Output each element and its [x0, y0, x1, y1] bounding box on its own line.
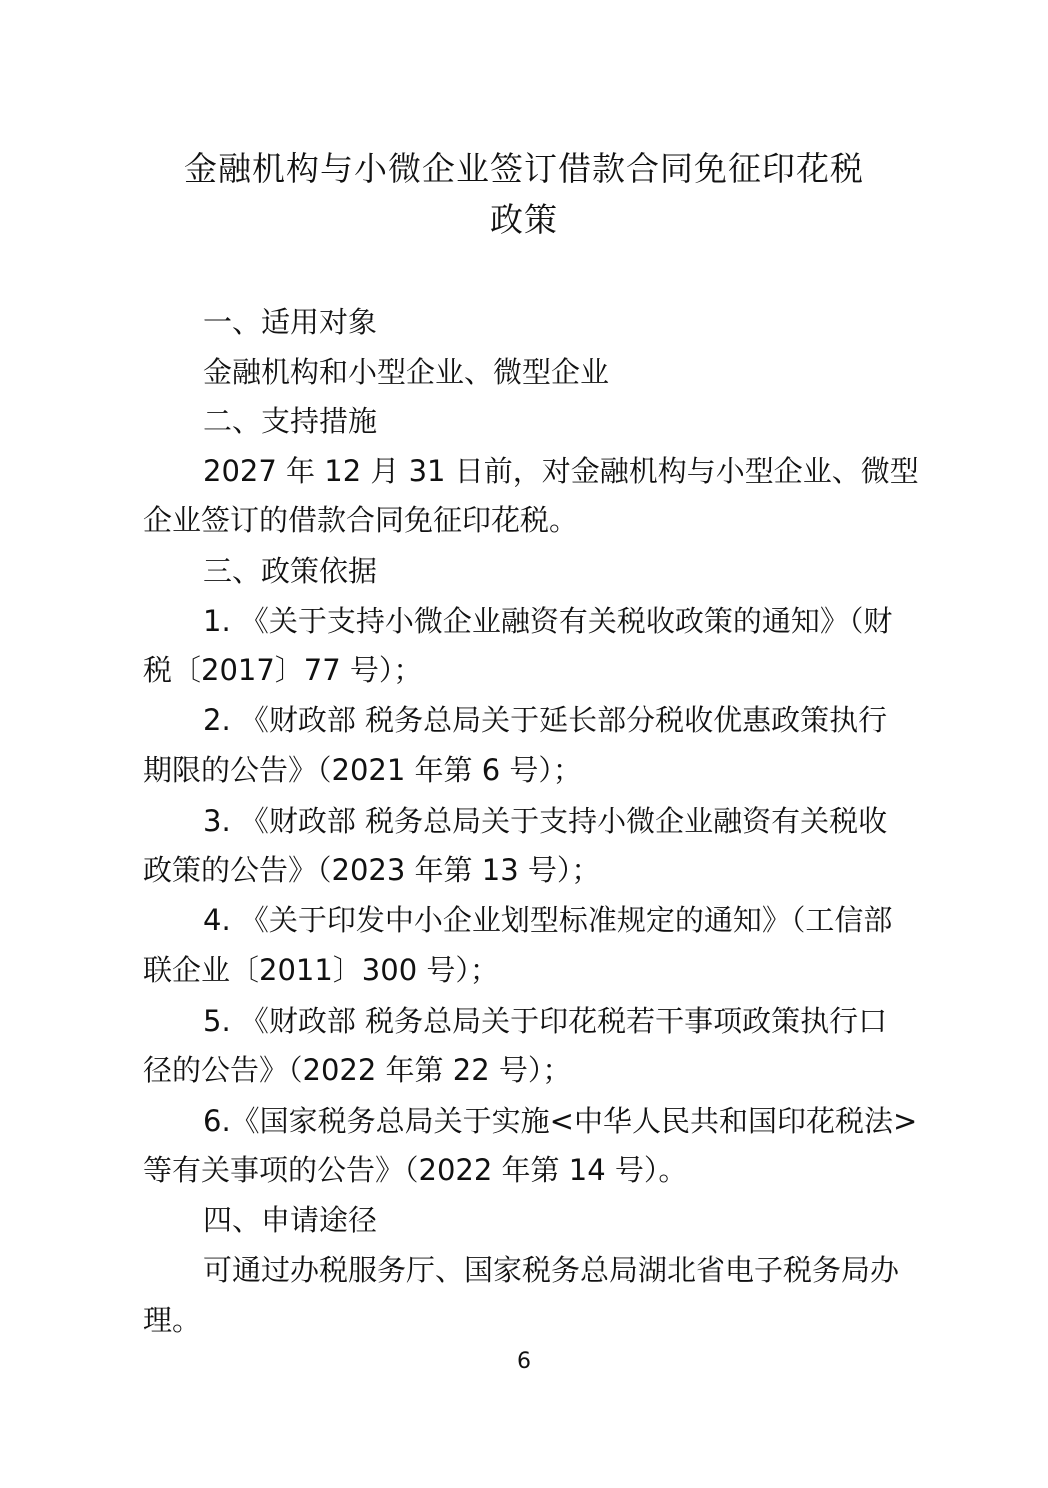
section-heading-application-channels: 四、申请途径 — [203, 1203, 378, 1237]
reference-3-line-1: 3. 《财政部 税务总局关于支持小微企业融资有关税收 — [203, 804, 888, 838]
reference-2-line-1: 2. 《财政部 税务总局关于延长部分税收优惠政策执行 — [203, 703, 888, 737]
reference-6-line-2: 等有关事项的公告》（2022 年第 14 号）。 — [143, 1153, 688, 1187]
page-number: 6 — [517, 1349, 531, 1374]
section-body-application-channels-line-2: 理。 — [143, 1303, 202, 1337]
section-body-support-measures-line-1: 2027 年 12 月 31 日前，对金融机构与小型企业、微型 — [203, 454, 919, 488]
section-body-support-measures-line-2: 企业签订的借款合同免征印花税。 — [143, 503, 579, 537]
reference-1-line-2: 税〔2017〕77 号）； — [143, 653, 423, 687]
reference-4-line-1: 4. 《关于印发中小企业划型标准规定的通知》（工信部 — [203, 903, 893, 937]
document-title-line-1: 金融机构与小微企业签订借款合同免征印花税 — [184, 149, 864, 188]
document-title-line-2: 政策 — [490, 200, 558, 239]
reference-4-line-2: 联企业〔2011〕300 号）； — [143, 953, 499, 987]
reference-6-line-1: 6.《国家税务总局关于实施<中华人民共和国印花税法> — [203, 1104, 918, 1138]
section-heading-policy-basis: 三、政策依据 — [203, 554, 378, 588]
section-body-applicable-objects: 金融机构和小型企业、微型企业 — [203, 355, 610, 389]
reference-3-line-2: 政策的公告》（2023 年第 13 号）； — [143, 853, 601, 887]
reference-5-line-2: 径的公告》（2022 年第 22 号）； — [143, 1053, 572, 1087]
section-heading-support-measures: 二、支持措施 — [203, 404, 378, 438]
reference-5-line-1: 5. 《财政部 税务总局关于印花税若干事项政策执行口 — [203, 1004, 888, 1038]
reference-2-line-2: 期限的公告》（2021 年第 6 号）； — [143, 753, 582, 787]
section-body-application-channels-line-1: 可通过办税服务厅、国家税务总局湖北省电子税务局办 — [203, 1253, 900, 1287]
reference-1-line-1: 1. 《关于支持小微企业融资有关税收政策的通知》（财 — [203, 604, 893, 638]
section-heading-applicable-objects: 一、适用对象 — [203, 305, 378, 339]
